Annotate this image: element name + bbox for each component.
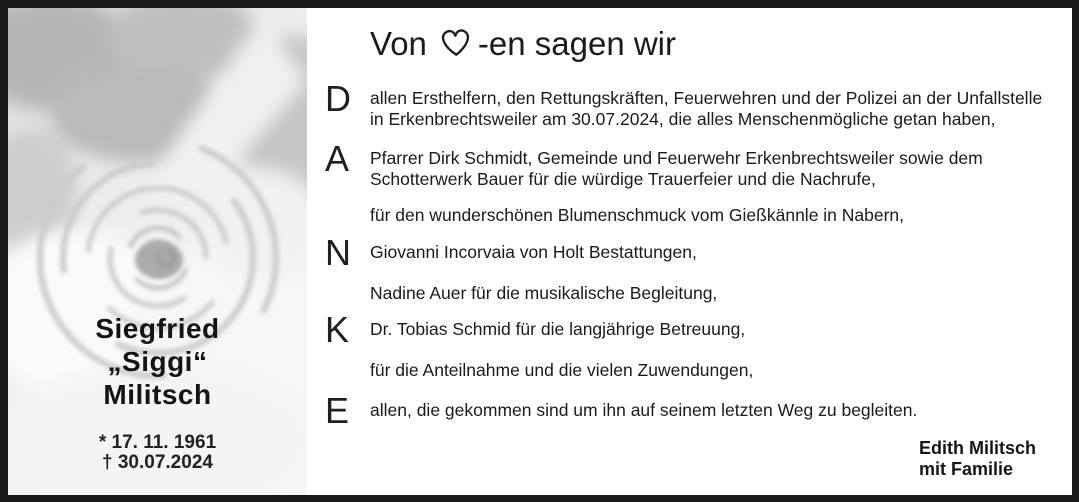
thanks-row: [325, 390, 1072, 431]
acrostic-letter-a: A: [325, 138, 350, 179]
thanks-row: [325, 360, 1072, 381]
heart-outline-icon: [438, 26, 474, 69]
thanks-row: [325, 309, 1072, 350]
signature-line1: Edith Militsch: [919, 438, 1036, 458]
thanks-text: für die Anteilnahme und die vielen Zuwendungen,: [370, 360, 754, 380]
acrostic-letter-e: E: [325, 390, 350, 431]
title-suffix: -en sagen wir: [477, 25, 677, 62]
acrostic-letter-n: N: [325, 232, 351, 273]
thanks-row: [325, 283, 1072, 304]
deceased-name-block: [8, 312, 307, 473]
thanks-text: für den wunderschönen Blumenschmuck vom Gießkännle in Nabern,: [370, 205, 905, 225]
rose-photo-panel: [8, 8, 307, 495]
death-date: † 30.07.2024: [102, 452, 213, 473]
deceased-first-name: Siegfried: [95, 313, 220, 344]
thanks-text: allen Ersthelfern, den Rettungskräften, Feuerwehren und der Polizei an der Unfallstelle in Erkenbrechtsweiler am 30.07.2024, die alles Menschenmögliche getan haben,: [370, 88, 1043, 129]
thanks-row: [325, 232, 1072, 273]
thanks-row: [325, 138, 1072, 190]
acrostic-letter-k: K: [325, 309, 350, 350]
thanks-row: [325, 78, 1072, 130]
thanks-row: [325, 205, 1072, 226]
thanks-text: Giovanni Incorvaia von Holt Bestattungen,: [370, 242, 697, 262]
deceased-nickname: „Siggi“: [107, 346, 208, 377]
notice-title: [370, 24, 1072, 68]
deceased-last-name: Militsch: [103, 379, 212, 410]
mourners-signature: [919, 438, 1036, 480]
thanks-text: Dr. Tobias Schmid für die langjährige Betreuung,: [370, 319, 746, 339]
thanks-list: [325, 78, 1072, 431]
thanks-text: allen, die gekommen sind um ihn auf seinem letzten Weg zu begleiten.: [370, 400, 918, 420]
thanks-column: [307, 8, 1072, 495]
signature-line2: mit Familie: [919, 459, 1014, 479]
notice-paper: [8, 8, 1072, 495]
thanks-text: Nadine Auer für die musikalische Begleitung,: [370, 283, 718, 303]
acrostic-letter-d: D: [325, 78, 351, 119]
life-dates: [8, 433, 307, 473]
title-prefix: Von: [370, 25, 427, 62]
birth-date: * 17. 11. 1961: [98, 432, 217, 453]
thanks-text: Pfarrer Dirk Schmidt, Gemeinde und Feuerwehr Erkenbrechtsweiler sowie dem Schotterwerk Bauer für die würdige Trauerfeier und die Nachrufe,: [370, 148, 983, 189]
